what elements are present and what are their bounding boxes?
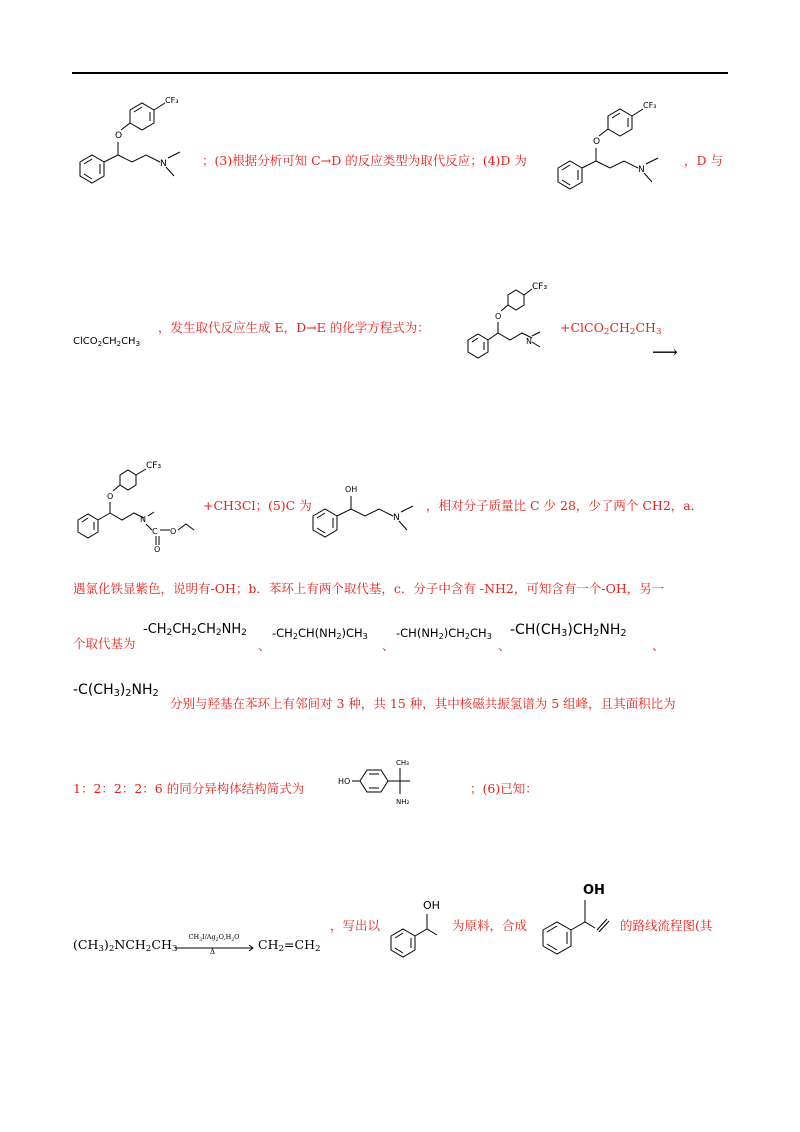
separator-4: 、 — [652, 638, 665, 653]
molecule-c-structure — [303, 478, 433, 538]
text-line-4: 遇氯化铁显紫色，说明有-OH；b．苯环上有两个取代基，c．分子中含有 -NH2，可知含有一个-OH，另一 — [73, 581, 665, 596]
text-line-1b: ，D 与 — [684, 153, 723, 168]
svg-text:O: O — [495, 312, 502, 321]
molecule-d-structure-1 — [70, 90, 220, 190]
ethyl-chloroformate-formula: $ClCO_2CH_2CH_3$ — [73, 336, 141, 348]
molecule-d-reactant — [460, 278, 570, 363]
substituent-5: $-C(CH_3)_2NH_2$ — [73, 682, 159, 699]
svg-text:NH₂: NH₂ — [396, 798, 410, 806]
svg-text:CF₃: CF₃ — [146, 461, 162, 471]
svg-text:HO: HO — [338, 777, 351, 786]
molecule-target — [537, 874, 632, 964]
svg-text:O: O — [170, 527, 177, 536]
svg-text:O: O — [154, 545, 161, 554]
reaction-conditions-top: $CH_3I/Ag_2O,H_2O$ — [188, 933, 240, 943]
svg-text:O: O — [107, 492, 114, 501]
reagent-text: $+ClCO_2CH_2CH_3$ — [560, 320, 662, 337]
molecule-isomer — [338, 754, 478, 810]
svg-text:CH₃: CH₃ — [396, 759, 409, 767]
svg-text:CF₃: CF₃ — [643, 101, 657, 110]
text-line-3b: ，相对分子质量比 C 少 28，少了两个 CH2，a． — [426, 498, 704, 513]
molecule-starting-material — [385, 894, 460, 964]
svg-text:C: C — [152, 527, 158, 536]
cf3-label: CF₃ — [165, 96, 179, 105]
svg-text:OH: OH — [583, 883, 605, 898]
separator-3: 、 — [498, 638, 511, 653]
text-line-8b: 为原料，合成 — [452, 918, 528, 933]
o-label: O — [115, 131, 123, 141]
reaction-arrow: ⟶ — [652, 342, 678, 363]
svg-text:N: N — [526, 337, 532, 346]
text-line-1a: ；(3)根据分析可知 C→D 的反应类型为取代反应；(4)D 为 — [202, 153, 527, 168]
known-reaction-right: $CH_2=CH_2$ — [258, 937, 321, 954]
substituent-3: $-CH(NH_2)CH_2CH_3$ — [396, 626, 492, 641]
molecule-d-structure-2 — [548, 90, 698, 190]
substituent-1: $-CH_2CH_2CH_2NH_2$ — [143, 622, 247, 638]
condition-arrow — [175, 944, 257, 952]
substituent-4: $-CH(CH_3)CH_2NH_2$ — [510, 622, 627, 639]
svg-text:CF₃: CF₃ — [532, 282, 548, 292]
text-line-8a: ，写出以 — [330, 918, 381, 933]
svg-text:N: N — [638, 165, 645, 175]
text-line-7a: 1：2：2：2：6 的同分异构体结构简式为 — [73, 781, 305, 796]
molecule-e-product — [70, 450, 210, 554]
header-rule — [72, 72, 728, 74]
reaction-conditions-bottom: Δ — [210, 948, 216, 956]
svg-text:OH: OH — [423, 899, 440, 912]
known-reaction-left: $(CH_3)_2NCH_2CH_3$ — [73, 937, 178, 954]
text-line-2a: ，发生取代反应生成 E，D→E 的化学方程式为： — [158, 320, 430, 335]
text-line-3a: +CH3Cl；(5)C 为 — [203, 498, 312, 513]
svg-text:N: N — [393, 513, 400, 523]
text-line-6: 分别与羟基在苯环上有邻间对 3 种，共 15 种，其中核磁共振氢谱为 5 组峰，且其面积比为 — [170, 696, 676, 711]
separator-1: 、 — [258, 638, 271, 653]
text-line-5-prefix: 个取代基为 — [73, 636, 136, 651]
substituent-2: $-CH_2CH(NH_2)CH_3$ — [272, 626, 368, 641]
text-line-7b: ；(6)已知： — [470, 781, 538, 796]
svg-text:O: O — [593, 137, 601, 147]
svg-text:N: N — [140, 515, 146, 524]
n-label: N — [160, 159, 167, 169]
text-line-8c: 的路线流程图(其 — [620, 918, 713, 933]
svg-text:OH: OH — [345, 485, 358, 494]
separator-2: 、 — [382, 638, 395, 653]
